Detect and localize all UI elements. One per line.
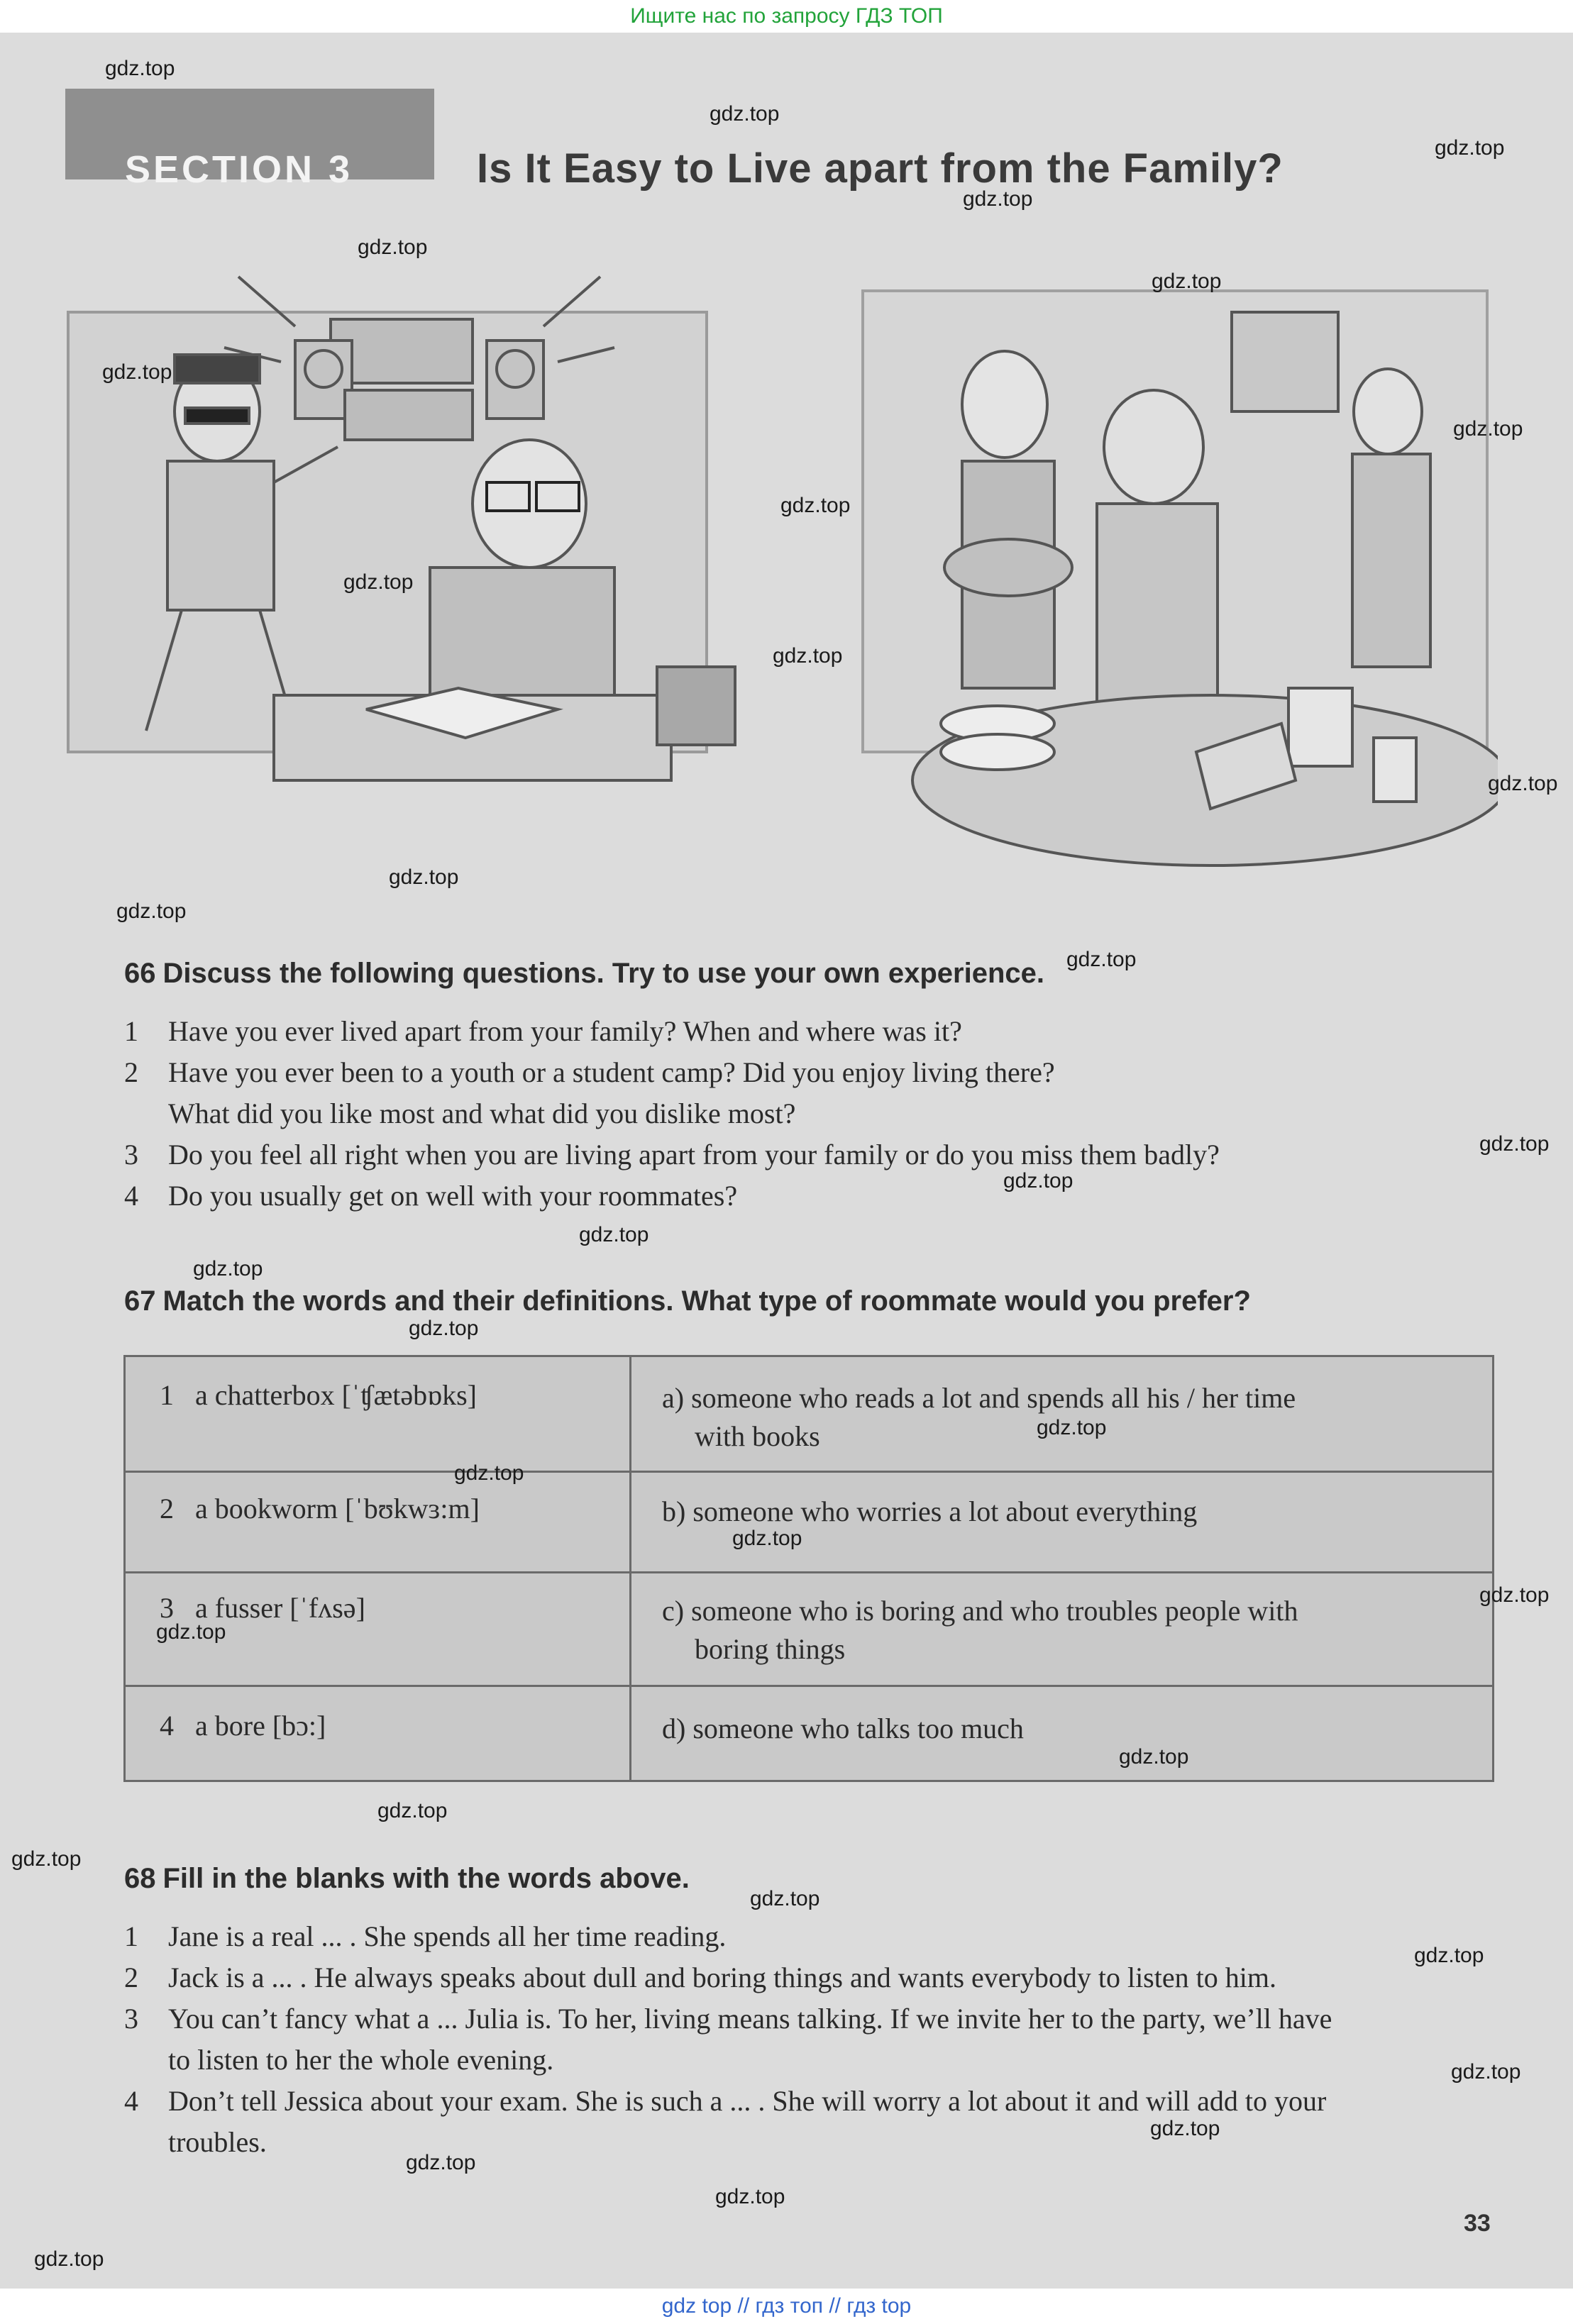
task-67-text: Match the words and their definitions. What type of roommate would you prefer? — [162, 1285, 1251, 1317]
watermark: gdz.top — [710, 102, 780, 126]
table-row-definition-continuation: boring things — [695, 1633, 846, 1665]
list-item: 3 You can’t fancy what a ... Julia is. To her, living means talking. If we invite her to the party, we’ll have — [124, 2003, 1332, 2035]
table-row-definition: d) someone who talks too much — [662, 1712, 1024, 1744]
task-66-text: Discuss the following questions. Try to use your own experience. — [162, 958, 1044, 989]
bottom-banner[interactable]: gdz top // гдз топ // гдз top — [0, 2289, 1573, 2324]
watermark: gdz.top — [102, 360, 172, 384]
table-row-word: 2 a bookworm [ˈbʊkwɜ:m] — [160, 1493, 480, 1525]
watermark: gdz.top — [750, 1887, 820, 1910]
watermark: gdz.top — [1453, 417, 1523, 441]
table-row-word: 4 a bore [bɔ:] — [160, 1710, 326, 1742]
watermark: gdz.top — [1066, 948, 1137, 971]
section-title: Is It Easy to Live apart from the Family? — [477, 145, 1284, 192]
page-number: 33 — [1464, 2210, 1491, 2237]
table-row-definition: c) someone who is boring and who troubles people with — [662, 1595, 1298, 1627]
section-label: SECTION 3 — [125, 148, 353, 191]
watermark: gdz.top — [34, 2247, 104, 2271]
watermark: gdz.top — [1414, 1944, 1484, 1967]
watermark: gdz.top — [1119, 1745, 1189, 1769]
task-67-heading — [124, 1285, 1251, 1317]
table-divider — [126, 1571, 1492, 1573]
watermark: gdz.top — [579, 1223, 649, 1246]
left-scene — [68, 277, 735, 780]
watermark: gdz.top — [780, 494, 851, 517]
watermark: gdz.top — [358, 236, 428, 259]
watermark: gdz.top — [1479, 1132, 1550, 1156]
watermark: gdz.top — [406, 2151, 476, 2174]
list-item: 2 Jack is a ... . He always speaks about dull and boring things and wants everybody to listen to him. — [124, 1961, 1276, 1993]
watermark: gdz.top — [1152, 270, 1222, 293]
watermark: gdz.top — [11, 1847, 82, 1871]
watermark: gdz.top — [1479, 1583, 1550, 1607]
list-item: 2 Have you ever been to a youth or a student camp? Did you enjoy living there? — [124, 1056, 1055, 1088]
watermark: gdz.top — [343, 570, 414, 594]
watermark: gdz.top — [409, 1317, 479, 1340]
watermark: gdz.top — [454, 1461, 524, 1485]
table-divider — [126, 1471, 1492, 1473]
table-row-word: 3 a fusser [ˈfʌsə] — [160, 1592, 365, 1624]
list-item: 4 Do you usually get on well with your roommates? — [124, 1180, 738, 1212]
task-66-heading — [124, 958, 1044, 990]
watermark: gdz.top — [715, 2185, 785, 2208]
watermark: gdz.top — [193, 1257, 263, 1280]
watermark: gdz.top — [732, 1527, 802, 1550]
matching-table — [123, 1355, 1494, 1782]
top-banner[interactable]: Ищите нас по запросу ГДЗ ТОП — [630, 4, 943, 28]
list-item-continuation: troubles. — [168, 2126, 267, 2158]
right-scene — [863, 291, 1498, 865]
table-row-word: 1 a chatterbox [ˈʧætəbɒks] — [160, 1379, 477, 1411]
table-row-definition: b) someone who worries a lot about everything — [662, 1495, 1198, 1527]
watermark: gdz.top — [116, 900, 187, 923]
watermark: gdz.top — [773, 644, 843, 668]
watermark: gdz.top — [389, 865, 459, 889]
illustration — [61, 270, 1498, 887]
watermark: gdz.top — [1435, 136, 1505, 160]
watermark: gdz.top — [1037, 1416, 1107, 1439]
list-item-continuation: to listen to her the whole evening. — [168, 2044, 554, 2076]
task-68-number: 68 — [124, 1863, 156, 1894]
table-row-definition: a) someone who reads a lot and spends all his / her time — [662, 1382, 1296, 1414]
task-66-number: 66 — [124, 958, 156, 989]
table-divider — [629, 1357, 631, 1780]
watermark: gdz.top — [156, 1620, 226, 1644]
list-item: 3 Do you feel all right when you are living apart from your family or do you miss them badly? — [124, 1139, 1220, 1171]
table-row-definition-continuation: with books — [695, 1420, 820, 1452]
watermark: gdz.top — [1003, 1169, 1073, 1193]
list-item: 1 Jane is a real ... . She spends all her time reading. — [124, 1920, 727, 1952]
watermark: gdz.top — [1451, 2060, 1521, 2084]
task-67-number: 67 — [124, 1285, 156, 1317]
watermark: gdz.top — [105, 57, 175, 80]
watermark: gdz.top — [963, 187, 1033, 211]
watermark: gdz.top — [377, 1799, 448, 1822]
table-divider — [126, 1685, 1492, 1687]
list-item: 1 Have you ever lived apart from your family? When and where was it? — [124, 1015, 962, 1047]
task-68-text: Fill in the blanks with the words above. — [162, 1863, 690, 1894]
list-item-continuation: What did you like most and what did you dislike most? — [168, 1097, 796, 1129]
list-item: 4 Don’t tell Jessica about your exam. She is such a ... . She will worry a lot about it and will add to your — [124, 2085, 1327, 2117]
task-68-heading — [124, 1863, 690, 1895]
watermark: gdz.top — [1488, 772, 1558, 795]
watermark: gdz.top — [1150, 2117, 1220, 2140]
